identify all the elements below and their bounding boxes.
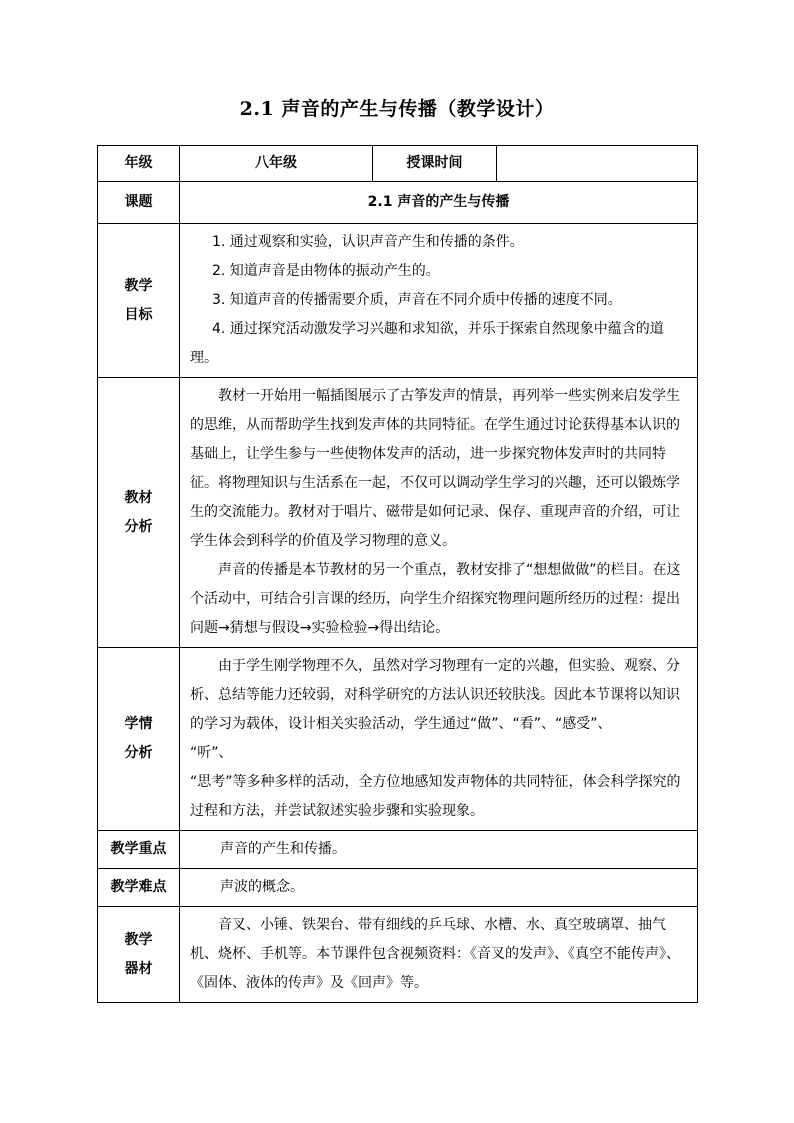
student-analysis-text-1: 由于学生刚学物理不久，虽然对学习物理有一定的兴趣，但实验、观察、分析、总结等能力还较弱，对科学研究的方法认识还较肤浅。因此本节课将以知识的学习为载体，设计相关实验活动，学生通过“做”、“看”、“感受”、 (190, 658, 680, 732)
material-analysis-paragraph: 教材一开始用一幅插图展示了古筝发声的情景，再列举一些实例来启发学生的思维，从而帮助学生找到发声体的共同特征。在学生通过讨论获得基本认识的基础上，让学生参与一些使物体发声的活动，进一步探究物体发声时的共同特征。将物理知识与生活系在一起，不仅可以调动学生学习的兴趣，还可以锻炼学生的交流能力。教材对于唱片、磁带是如何记录、保存、重现声音的介绍，可让学生体会到科学的价值及学习物理的意义。 (190, 388, 680, 549)
objective-item: 2. 知道声音是由物体的振动产生的。 (212, 263, 440, 279)
grade-value: 八年级 (180, 146, 373, 182)
difficulties-label: 教学难点 (98, 869, 180, 907)
objectives-row (98, 224, 698, 378)
key-points-text: 声音的产生和传播。 (220, 841, 346, 857)
time-value (497, 146, 698, 182)
equipment-label (98, 907, 180, 1003)
objective-item: 1. 通过观察和实验，认识声音产生和传播的条件。 (212, 234, 524, 250)
material-analysis-label (98, 378, 180, 648)
student-analysis-row (98, 648, 698, 831)
student-analysis-text-2: “听”、 (190, 745, 233, 761)
objectives-label-line1: 教学 (124, 277, 153, 294)
difficulties-text: 声波的概念。 (220, 879, 304, 895)
material-analysis-label-line1: 教材 (124, 489, 153, 506)
equipment-label-line1: 教学 (124, 931, 153, 948)
student-analysis-label-line1: 学情 (124, 716, 153, 732)
difficulties-row (98, 869, 698, 907)
key-points-label: 教学重点 (98, 831, 180, 869)
student-analysis-label-line2: 分析 (124, 745, 153, 761)
lesson-plan-table (97, 145, 698, 1003)
equipment-row (98, 907, 698, 1003)
objectives-content (180, 224, 698, 378)
student-analysis-text-3: “思考”等多种多样的活动，全方位地感知发声物体的共同特征，体会科学探究的过程和方法，并尝试叙述实验步骤和实验现象。 (190, 774, 681, 819)
objective-item: 3. 知道声音的传播需要介质，声音在不同介质中传播的速度不同。 (212, 292, 622, 308)
topic-label: 课题 (98, 182, 180, 224)
objective-item: 4. 通过探究活动激发学习兴趣和求知欲，并乐于探索自然现象中蕴含的道理。 (190, 321, 664, 366)
key-points-row (98, 831, 698, 869)
student-analysis-label (98, 648, 180, 831)
grade-label: 年级 (98, 146, 180, 182)
page-title: 2.1 声音的产生与传播（教学设计） (239, 98, 555, 120)
student-analysis-content (180, 648, 698, 831)
grade-row (98, 146, 698, 182)
equipment-text: 音叉、小锤、铁架台、带有细线的乒乓球、水槽、水、真空玻璃罩、抽气机、烧杯、手机等。本节课件包含视频资料：《音叉的发声》、《真空不能传声》、《固体、液体的传声》及《回声》等。 (190, 917, 680, 991)
topic-value: 2.1 声音的产生与传播 (180, 182, 698, 224)
material-analysis-paragraph: 声音的传播是本节教材的另一个重点，教材安排了“想想做做”的栏目。在这个活动中，可结合引言课的经历，向学生介绍探究物理问题所经历的过程：提出问题→猜想与假设→实验检验→得出结论。 (190, 562, 681, 636)
equipment-content (180, 907, 698, 1003)
difficulties-value (180, 869, 698, 907)
objectives-label-line2: 目标 (124, 306, 153, 323)
equipment-label-line2: 器材 (124, 960, 153, 977)
key-points-value (180, 831, 698, 869)
material-analysis-label-line2: 分析 (124, 518, 153, 535)
objectives-label (98, 224, 180, 378)
material-analysis-content (180, 378, 698, 648)
time-label: 授课时间 (373, 146, 497, 182)
topic-row (98, 182, 698, 224)
material-analysis-row (98, 378, 698, 648)
